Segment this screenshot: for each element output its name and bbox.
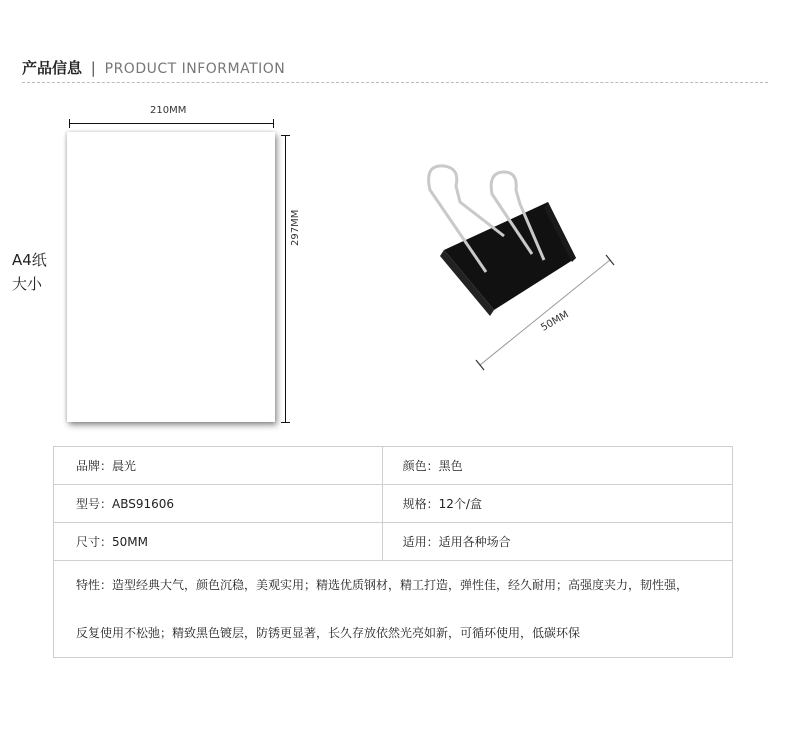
clip-size-label: 50MM xyxy=(539,309,571,334)
section-title-cn: 产品信息 xyxy=(22,59,83,77)
paper-label-line2: 大小 xyxy=(12,275,43,293)
spec-brand: 品牌：晨光 xyxy=(54,447,383,485)
table-row xyxy=(54,561,733,658)
spec-model: 型号：ABS91606 xyxy=(54,485,383,523)
paper-label-line1: A4纸 xyxy=(12,251,47,269)
a4-paper-image xyxy=(67,132,275,422)
paper-height-dimension-line xyxy=(285,135,286,423)
header-divider xyxy=(22,82,768,83)
table-row xyxy=(54,447,733,485)
spec-usage: 适用：适用各种场合 xyxy=(382,523,732,561)
paper-width-dimension-line xyxy=(69,123,274,124)
paper-label xyxy=(12,248,52,296)
binder-clip-image xyxy=(400,150,640,380)
title-separator: | xyxy=(90,59,96,77)
spec-package: 规格：12个/盒 xyxy=(382,485,732,523)
spec-table xyxy=(53,446,733,658)
paper-height-label: 297MM xyxy=(290,209,301,246)
table-row xyxy=(54,485,733,523)
features-line1: 特性：造型经典大气，颜色沉稳，美观实用；精选优质钢材，精工打造，弹性佳，经久耐用；高强度夹力，韧性强， xyxy=(76,578,689,592)
spec-size: 尺寸：50MM xyxy=(54,523,383,561)
table-row xyxy=(54,523,733,561)
features-line2: 反复使用不松弛；精致黑色镀层，防锈更显著，长久存放依然光亮如新，可循环使用，低碳环保 xyxy=(76,626,581,640)
section-header xyxy=(22,57,285,78)
paper-width-label: 210MM xyxy=(150,105,187,116)
spec-features xyxy=(54,561,733,658)
section-title-en: PRODUCT INFORMATION xyxy=(104,61,286,77)
spec-color: 颜色：黑色 xyxy=(382,447,732,485)
